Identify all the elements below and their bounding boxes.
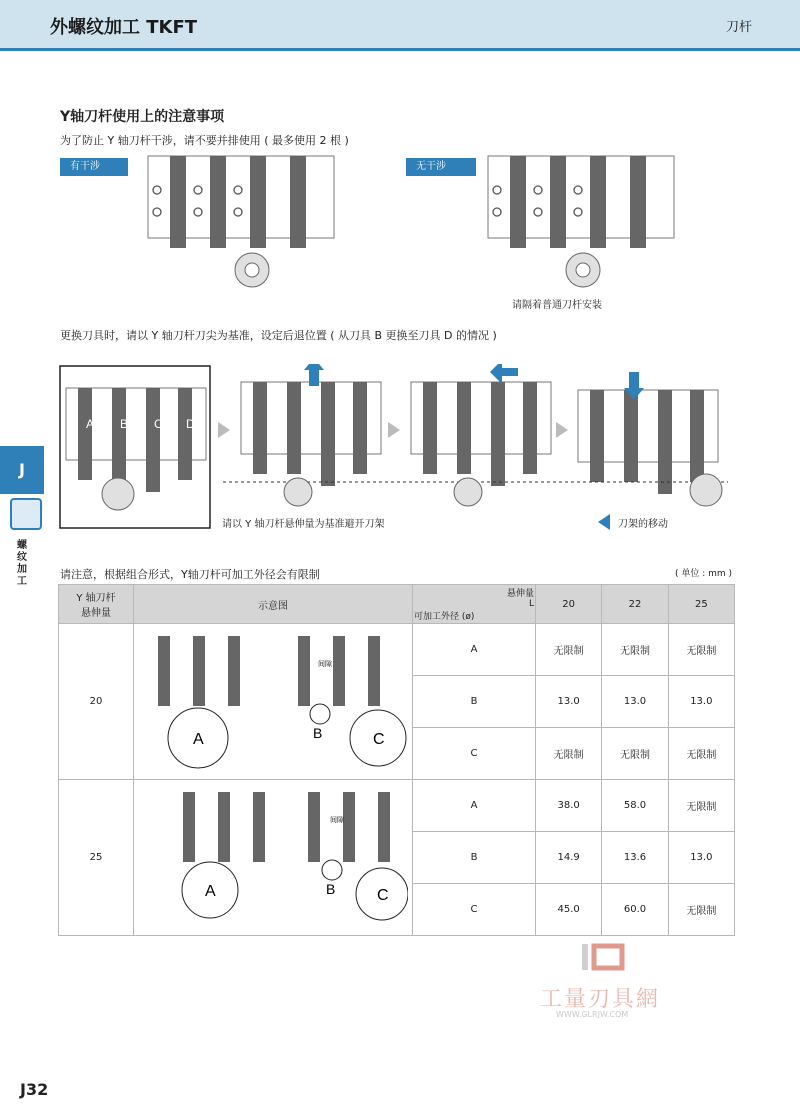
svg-text:间隙: 间隙 — [330, 817, 344, 824]
page-title: 外螺纹加工 TKFT — [50, 17, 198, 38]
page-header — [0, 0, 800, 51]
tool-letter-c: C — [154, 417, 163, 431]
tool-letter-b: B — [120, 417, 129, 431]
tag-no-interference: 无干涉 — [406, 158, 476, 176]
unit-label: ( 单位 : mm ) — [675, 569, 733, 579]
table-row: B 14.9 13.6 13.0 — [59, 832, 735, 884]
svg-text:B: B — [326, 881, 336, 897]
overhang-cell: 25 — [59, 780, 134, 936]
col-diag-header: 悬伸量 L 可加工外径 (ø) — [413, 585, 536, 624]
page-number: J32 — [20, 1080, 49, 1099]
tool-letter-d: D — [186, 417, 195, 431]
tag-interference: 有干涉 — [60, 158, 128, 176]
diagram-cell — [134, 624, 413, 780]
col-L-20: 20 — [536, 585, 602, 624]
watermark-logo — [578, 942, 628, 974]
section-tab[interactable]: J — [0, 446, 44, 494]
table-row: C 无限制 无限制 无限制 — [59, 728, 735, 780]
combo-diagram-25 — [138, 786, 408, 926]
svg-text:A: A — [205, 883, 216, 900]
category-label: 刀杆 — [725, 20, 752, 35]
move-legend: 刀架的移动 — [618, 519, 668, 530]
tool-change-sequence — [58, 364, 738, 534]
interference-diagram — [140, 150, 340, 290]
svg-text:C: C — [373, 731, 385, 748]
table-row: 20 A B C 间隙 A 无限制 无限制 无限制 — [59, 624, 735, 676]
watermark-text: 工量刃具網 — [540, 987, 661, 1012]
spacing-note: 请隔着普通刀杆安装 — [512, 300, 602, 311]
diagram-cell — [134, 780, 413, 936]
intro-text: 为了防止 Y 轴刀杆干涉，请不要并排使用 ( 最多使用 2 根 ) — [60, 134, 349, 147]
svg-text:B: B — [313, 725, 323, 741]
table-row: 25 A B C 间隙 A 38.0 58.0 无限制 — [59, 780, 735, 832]
col-overhang: Y 轴刀杆 悬伸量 — [59, 585, 134, 624]
restriction-table — [58, 584, 735, 936]
side-label: 螺纹加工 — [17, 540, 27, 587]
col-diagram: 示意图 — [134, 585, 413, 624]
svg-text:C: C — [377, 887, 389, 904]
no-interference-diagram — [480, 150, 680, 290]
tool-letter-a: A — [86, 417, 95, 431]
threading-insert-icon — [10, 498, 42, 530]
table-row: C 45.0 60.0 无限制 — [59, 884, 735, 936]
svg-text:A: A — [193, 731, 204, 748]
retract-note: 请以 Y 轴刀杆悬伸量为基准避开刀架 — [222, 519, 385, 530]
section-heading: Y轴刀杆使用上的注意事项 — [60, 109, 225, 125]
col-L-25: 25 — [668, 585, 734, 624]
table-row: B 13.0 13.0 13.0 — [59, 676, 735, 728]
combo-diagram-20 — [138, 630, 408, 770]
table-note: 请注意，根据组合形式，Y轴刀杆可加工外径会有限制 — [60, 568, 320, 581]
change-text: 更换刀具时，请以 Y 轴刀杆刀尖为基准，设定后退位置 ( 从刀具 B 更换至刀具 D 的情况 ) — [60, 329, 497, 342]
overhang-cell: 20 — [59, 624, 134, 780]
watermark-url: WWW.GLRJW.COM — [556, 1010, 629, 1019]
svg-text:间隙: 间隙 — [318, 661, 332, 668]
col-L-22: 22 — [602, 585, 668, 624]
